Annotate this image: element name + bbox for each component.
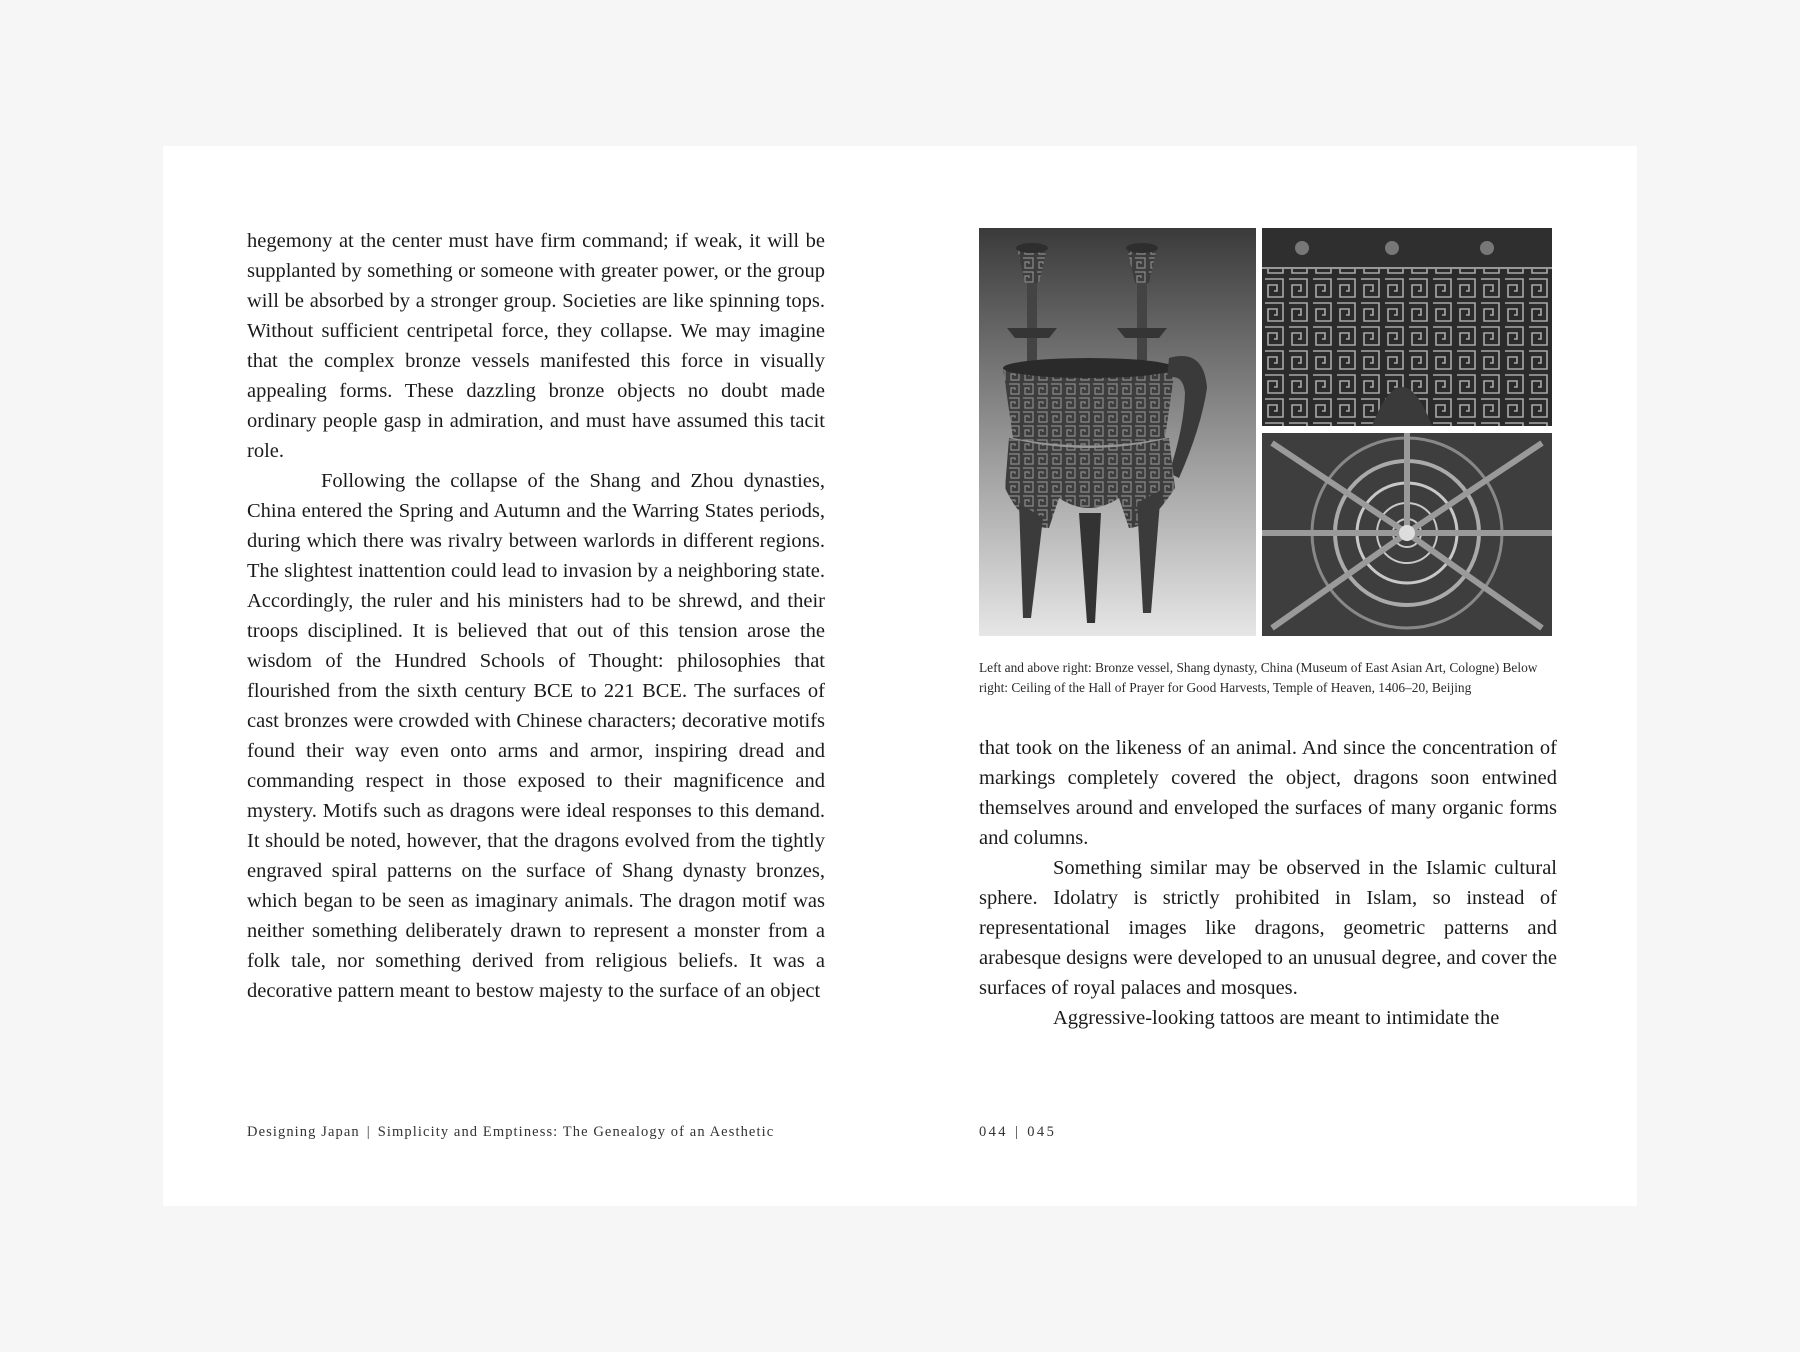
- bronze-detail-photo: [1262, 228, 1552, 426]
- page-number-right: 045: [1027, 1124, 1057, 1140]
- footer-separator: |: [366, 1124, 371, 1140]
- book-title: Designing Japan: [247, 1124, 360, 1140]
- figure-caption: Left and above right: Bronze vessel, Shang dynasty, China (Museum of East Asian Art, Cologne) Below right: Ceiling of the Hall of Prayer for Good Harvests, Temple of Heaven, 1406–20, Beijing: [979, 660, 1538, 695]
- temple-ceiling-photo: [1262, 433, 1552, 636]
- left-paragraph-1: hegemony at the center must have firm command; if weak, it will be supplanted by something or someone with greater power, or the group will be absorbed by a stronger group. Societies are like spinning tops. Without sufficient centripetal force, they collapse. We may imagine that the complex bronze vessels manifested this force in visually appealing forms. These dazzling bronze objects no doubt made ordinary people gasp in admiration, and must have assumed this tacit role.: [247, 230, 825, 462]
- chapter-title: Simplicity and Emptiness: The Genealogy of an Aesthetic: [377, 1124, 775, 1140]
- left-page-text: [247, 226, 825, 1006]
- page-number-left: 044: [979, 1124, 1008, 1140]
- page-number-separator: |: [1014, 1124, 1021, 1140]
- book-spread: [163, 146, 1637, 1206]
- running-footer-left: [247, 1124, 774, 1141]
- right-page-text: [979, 733, 1557, 1033]
- right-paragraph-2: Something similar may be observed in the Islamic cultural sphere. Idolatry is strictly prohibited in Islam, so instead of representational images like dragons, geometric patterns and arabesque designs were developed to an unusual degree, and cover the surfaces of royal palaces and mosques.: [979, 857, 1557, 999]
- page-numbers: [979, 1124, 1056, 1141]
- figure-images: [979, 228, 1552, 636]
- left-paragraph-2: Following the collapse of the Shang and Zhou dynasties, China entered the Spring and Autumn and the Warring States periods, during which there was rivalry between warlords in different regions. The slightest inattention could lead to invasion by a neighboring state. Accordingly, the ruler and his ministers had to be shrewd, and their troops disciplined. It is believed that out of this tension arose the wisdom of the Hundred Schools of Thought: philosophies that flourished from the sixth century BCE to 221 BCE. The surfaces of cast bronzes were crowded with Chinese characters; decorative motifs found their way even onto arms and armor, inspiring dread and commanding respect in those exposed to their magnificence and mystery. Motifs such as dragons were ideal responses to this demand. It should be noted, however, that the dragons evolved from the tightly engraved spiral patterns on the surface of Shang dynasty bronzes, which began to be seen as imaginary animals. The dragon motif was neither something deliberately drawn to represent a monster from a folk tale, nor something derived from religious beliefs. It was a decorative pattern meant to bestow majesty to the surface of an object: [247, 470, 825, 1002]
- right-paragraph-3: Aggressive-looking tattoos are meant to intimidate the: [1053, 1007, 1500, 1029]
- bronze-vessel-photo: [979, 228, 1256, 636]
- right-paragraph-1: that took on the likeness of an animal. And since the concentration of markings completely covered the object, dragons soon entwined themselves around and enveloped the surfaces of many organic forms and columns.: [979, 737, 1557, 849]
